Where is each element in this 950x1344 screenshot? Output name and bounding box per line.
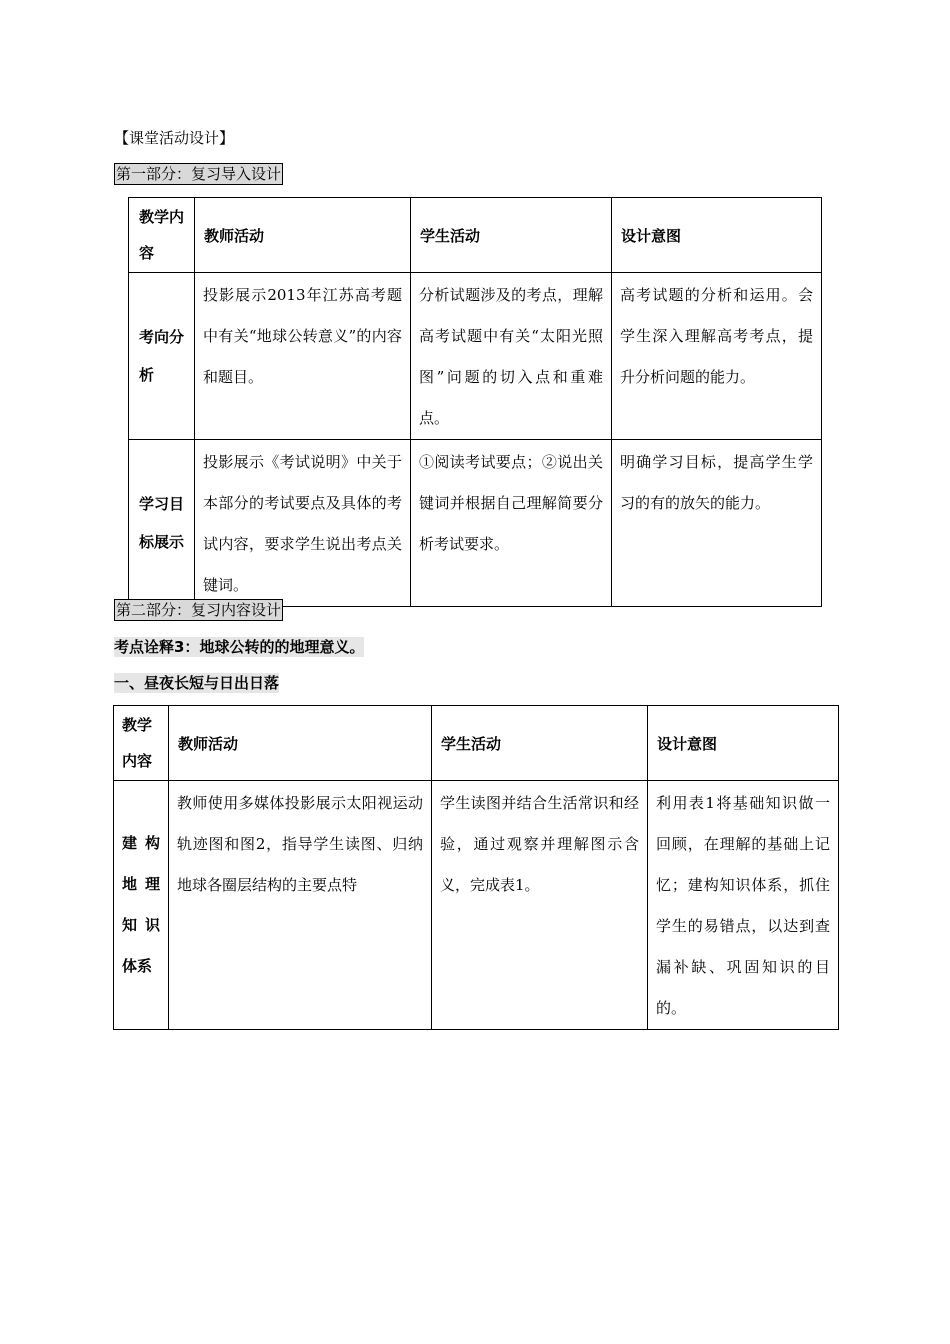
table-row: [129, 273, 822, 440]
teacher-activity: 投影展示《考试说明》中关于本部分的考试要点及具体的考试内容，要求学生说出考点关键词。: [195, 440, 411, 607]
teacher-activity: 投影展示2013年江苏高考题中有关“地球公转意义”的内容和题目。: [195, 273, 411, 440]
header-teacher: 教师活动: [169, 706, 432, 781]
design-intent: 高考试题的分析和运用。会学生深入理解高考考点，提升分析问题的能力。: [612, 273, 822, 440]
student-activity: 学生读图并结合生活常识和经验，通过观察并理解图示含义，完成表1。: [432, 781, 648, 1030]
design-intent: 利用表1将基础知识做一回顾，在理解的基础上记忆；建构知识体系，抓住学生的易错点，以达到查漏补缺、巩固知识的目的。: [648, 781, 839, 1030]
row-topic: 建构地理知识体系: [114, 781, 169, 1030]
header-teacher: 教师活动: [195, 198, 411, 273]
header-intent: 设计意图: [612, 198, 822, 273]
row-topic: 考向分析: [129, 273, 195, 440]
subsection-heading: 一、昼夜长短与日出日落: [114, 674, 280, 692]
design-intent: 明确学习目标，提高学生学习的有的放矢的能力。: [612, 440, 822, 607]
key-point-heading: 考点诠释3：地球公转的的地理意义。: [114, 638, 365, 656]
teacher-activity: 教师使用多媒体投影展示太阳视运动轨迹图和图2，指导学生读图、归纳地球各圈层结构的主要点特: [169, 781, 432, 1030]
header-intent: 设计意图: [648, 706, 839, 781]
section-title: 【课堂活动设计】: [114, 129, 235, 147]
part1-table: [128, 197, 822, 607]
header-student: 学生活动: [411, 198, 612, 273]
table-row: [129, 440, 822, 607]
header-student: 学生活动: [432, 706, 648, 781]
part1-title: 第一部分：复习导入设计: [116, 165, 282, 183]
table-header-row: [114, 706, 839, 781]
header-topic: 教学内容: [129, 198, 195, 273]
student-activity: 分析试题涉及的考点，理解高考试题中有关“太阳光照图”问题的切入点和重难点。: [411, 273, 612, 440]
part2-table: [113, 705, 839, 1030]
student-activity: ①阅读考试要点；②说出关键词并根据自己理解简要分析考试要求。: [411, 440, 612, 607]
table-header-row: [129, 198, 822, 273]
table-row: [114, 781, 839, 1030]
part2-title: 第二部分：复习内容设计: [116, 601, 282, 619]
header-topic: 教学内容: [114, 706, 169, 781]
row-topic: 学习目标展示: [129, 440, 195, 607]
